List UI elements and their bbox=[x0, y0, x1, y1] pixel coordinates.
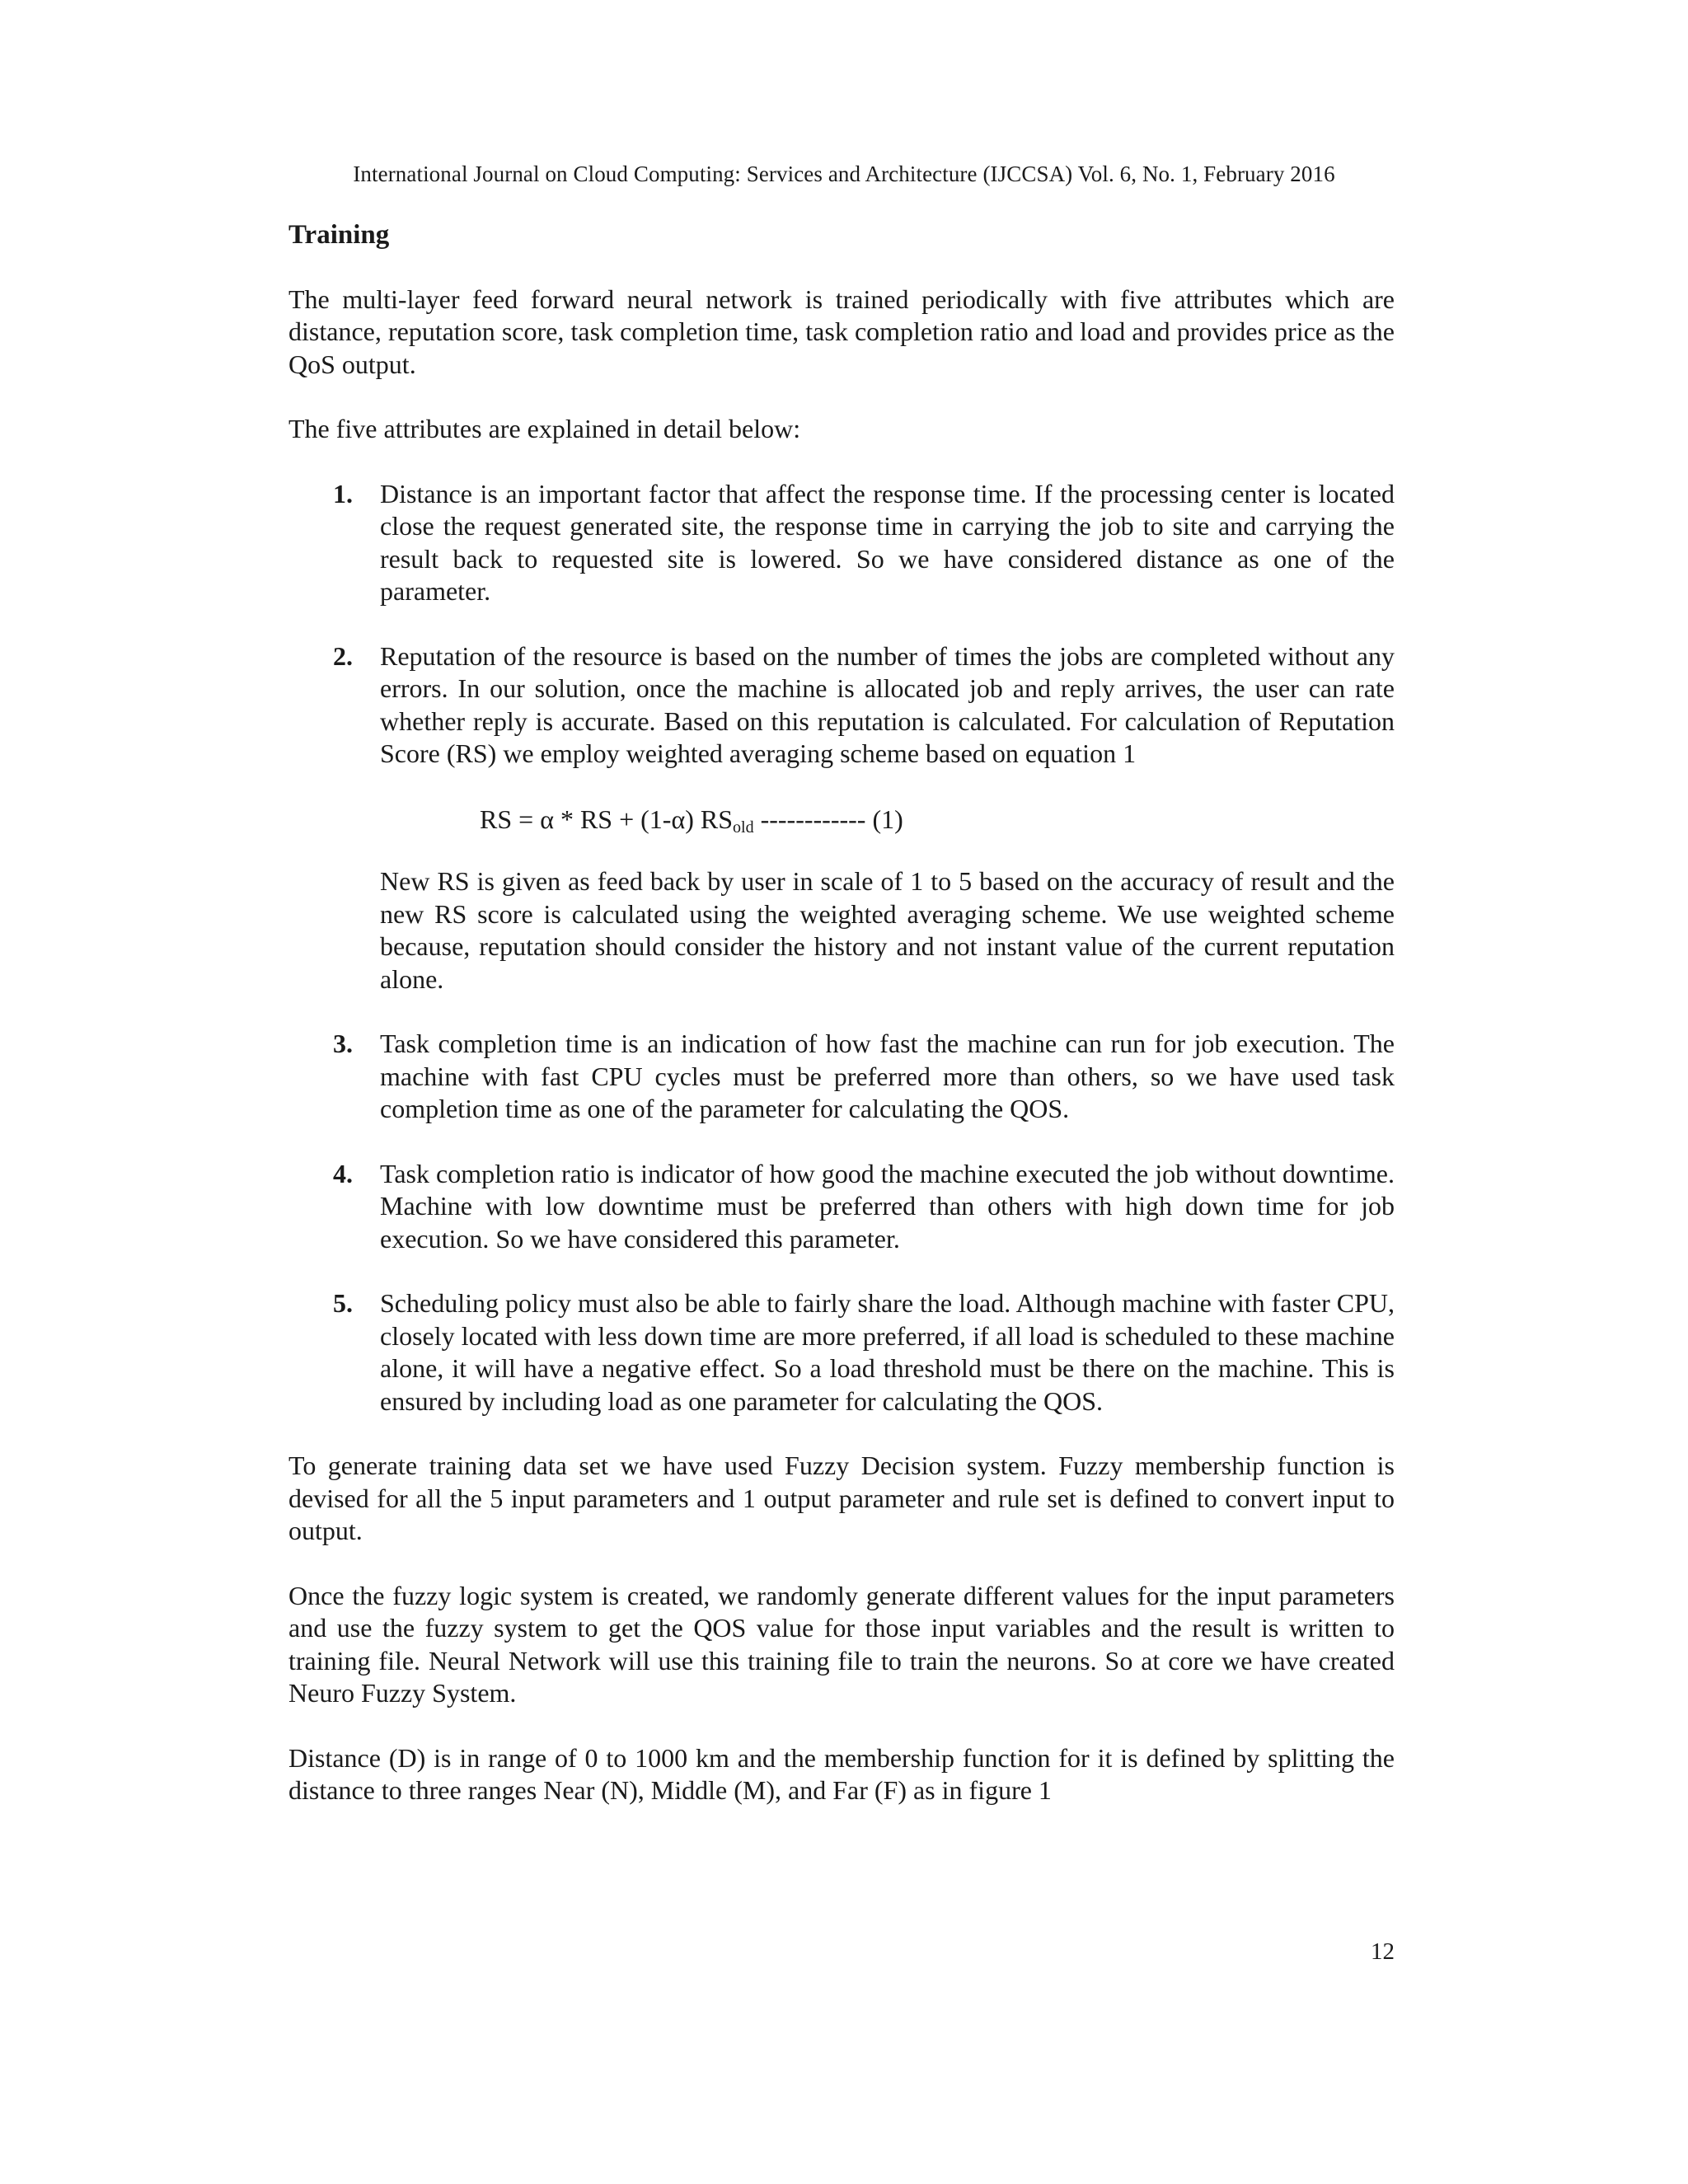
page-body bbox=[288, 219, 1395, 1840]
attribute-list bbox=[288, 478, 1395, 1418]
neuro-fuzzy-paragraph: Once the fuzzy logic system is created, we randomly generate different values for the input parameters and use the fuzzy system to get the QOS value for those input variables and the result is written to training file. Neural Network will use this training file to train the neurons. So at core we have created Neuro Fuzzy System. bbox=[288, 1580, 1395, 1708]
equation-main: RS = α * RS + (1-α) RS bbox=[480, 804, 734, 834]
intro-paragraph: The multi-layer feed forward neural network is trained periodically with five attributes which are distance, reputation score, task completion time, task completion ratio and load and provides price as the QoS output. bbox=[288, 284, 1395, 379]
list-item-number: 4. bbox=[333, 1158, 353, 1188]
equation-1 bbox=[288, 804, 1395, 837]
list-item-text: Task completion time is an indication of how fast the machine can run for job execution. The machine with fast CPU cycles must be preferred more than others, so we have used task completion time as one of the parameter for calculating the QOS. bbox=[380, 1029, 1395, 1123]
list-item-followup: New RS is given as feed back by user in scale of 1 to 5 based on the accuracy of result and the new RS score is calculated using the weighted averaging scheme. We use weighted scheme because, reputation should consider the history and not instant value of the current reputation alone. bbox=[380, 866, 1395, 994]
page-number: 12 bbox=[1371, 1938, 1395, 1965]
fuzzy-dataset-paragraph: To generate training data set we have used Fuzzy Decision system. Fuzzy membership function is devised for all the 5 input parameters and 1 output parameter and rule set is defined to convert input to output. bbox=[288, 1451, 1395, 1545]
list-item-number: 3. bbox=[333, 1029, 353, 1058]
list-item bbox=[288, 1028, 1395, 1126]
list-item-text: Task completion ratio is indicator of how good the machine executed the job without downtime. Machine with low downtime must be preferred than others with high down time for job execution. So we have considered this parameter. bbox=[380, 1158, 1395, 1254]
list-item-number: 1. bbox=[333, 478, 353, 509]
distance-range-paragraph: Distance (D) is in range of 0 to 1000 km and the membership function for it is defined by splitting the distance to three ranges Near (N), Middle (M), and Far (F) as in figure 1 bbox=[288, 1742, 1395, 1805]
list-item-text: Scheduling policy must also be able to fairly share the load. Although machine with faster CPU, closely located with less down time are more preferred, if all load is scheduled to these machine alone, it will have a negative effect. So a load threshold must be there on the machine. This is ensured by including load as one parameter for calculating the QOS. bbox=[380, 1288, 1395, 1416]
list-item bbox=[288, 640, 1395, 996]
equation-subscript: old bbox=[733, 818, 754, 837]
list-item-text: Reputation of the resource is based on the number of times the jobs are completed without any errors. In our solution, once the machine is allocated job and reply arrives, the user can rate whether reply is accurate. Based on this reputation is calculated. For calculation of Reputation Score (RS) we employ weighted averaging scheme based on equation 1 bbox=[380, 640, 1395, 768]
list-item-text: Distance is an important factor that affect the response time. If the processing center is located close the request generated site, the response time in carrying the job to site and carrying the result back to requested site is lowered. So we have considered distance as one of the parameter. bbox=[380, 478, 1395, 606]
list-item bbox=[288, 478, 1395, 608]
section-title: Training bbox=[288, 220, 390, 250]
lead-in-paragraph: The five attributes are explained in detail below: bbox=[288, 414, 801, 443]
list-item-number: 2. bbox=[333, 640, 353, 671]
running-header: International Journal on Cloud Computing: Services and Architecture (IJCCSA) Vol. 6, No. 1, February 2016 bbox=[353, 162, 1335, 186]
list-item bbox=[288, 1287, 1395, 1418]
equation-tail: ------------ (1) bbox=[753, 804, 903, 834]
list-item bbox=[288, 1158, 1395, 1256]
list-item-number: 5. bbox=[333, 1288, 353, 1318]
